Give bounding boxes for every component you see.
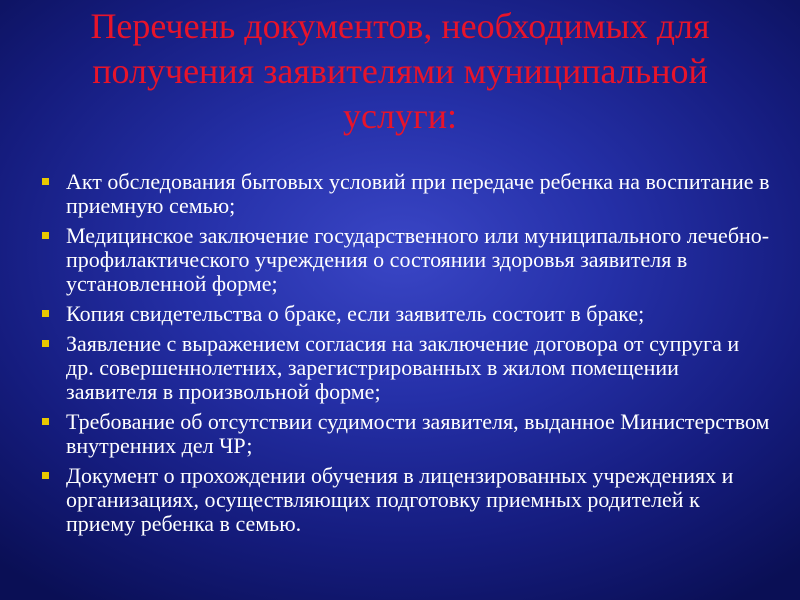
square-bullet-icon [42,232,49,239]
list-item [40,332,770,404]
list-item [40,170,770,218]
slide-title: Перечень документов, необходимых для получения заявителями муниципальной услуги: [90,6,710,136]
list-item-text: Заявление с выражением согласия на заключение договора от супруга и др. совершеннолетних, зарегистрированных в жилом помещении заявителя в произвольной форме; [66,331,740,404]
list-item-text: Медицинское заключение государственного или муниципального лечебно-профилактического учреждения о состоянии здоровья заявителя в установленной форме; [66,223,770,296]
list-item-text: Копия свидетельства о браке, если заявитель состоит в браке; [66,301,645,326]
list-item-text: Акт обследования бытовых условий при передаче ребенка на воспитание в приемную семью; [66,169,770,218]
square-bullet-icon [42,310,49,317]
square-bullet-icon [42,418,49,425]
list-item [40,224,770,296]
square-bullet-icon [42,472,49,479]
square-bullet-icon [42,178,49,185]
list-item [40,410,770,458]
square-bullet-icon [42,340,49,347]
list-item [40,464,770,536]
list-item-text: Документ о прохождении обучения в лицензированных учреждениях и организациях, осуществляющих подготовку приемных родителей к приему ребенка в семью. [66,463,734,536]
document-list [40,170,770,542]
list-item [40,302,770,326]
list-item-text: Требование об отсутствии судимости заявителя, выданное Министерством внутренних дел ЧР; [66,409,770,458]
